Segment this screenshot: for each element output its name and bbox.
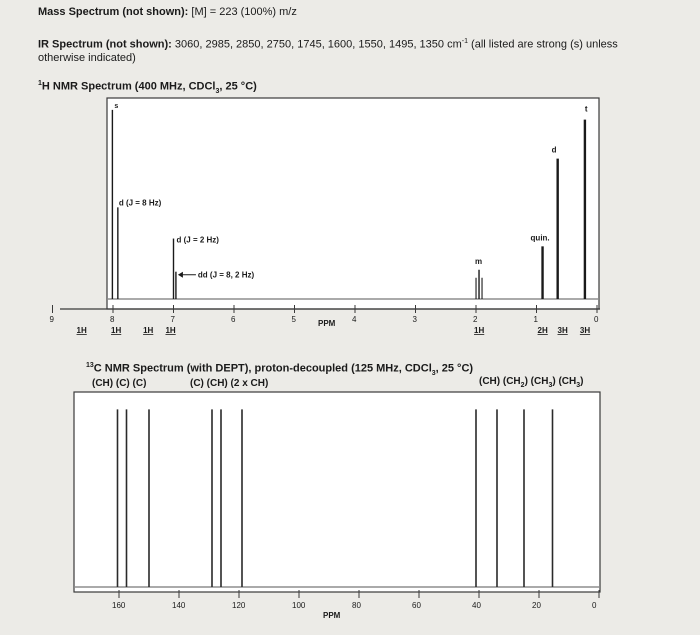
h-nmr-tick-label: 1 (533, 315, 538, 324)
c-nmr-tick-label: 120 (232, 601, 246, 610)
c-dept-right (479, 376, 584, 389)
h-nmr-integration: 3H (579, 326, 591, 335)
c-nmr-tick-label: 80 (352, 601, 361, 610)
h-nmr-tick-label: 4 (352, 315, 357, 324)
h-nmr-integration: 1H (76, 326, 87, 335)
h-nmr-peak-label: m (475, 256, 483, 266)
c-nmr-frame (74, 392, 600, 592)
dept-part: ) (CH (552, 376, 577, 387)
c-dept-left: (CH) (C) (C) (92, 378, 147, 389)
h-nmr-tick-label: 6 (231, 315, 236, 324)
h-nmr-tick-label: 0 (594, 315, 599, 324)
h-nmr-tick-label: 5 (291, 315, 296, 324)
ir-label: IR Spectrum (not shown): (38, 38, 172, 51)
h-nmr-peak-label: d (J = 8 Hz) (118, 198, 162, 208)
h-nmr-integration: 3H (557, 326, 568, 335)
h-nmr-integration: 1H (474, 326, 485, 335)
dept-part: ) (CH (524, 376, 549, 387)
h-nmr-integration: 1H (143, 326, 154, 335)
c-nmr-title-end: , 25 °C) (435, 362, 474, 375)
c-nmr-tick-label: 160 (112, 601, 126, 610)
c-nmr-tick-label: 100 (292, 601, 306, 610)
h-nmr-tick-label: 7 (170, 315, 175, 324)
c-nmr-tick-label: 60 (412, 601, 421, 610)
h-nmr-integration: 1H (165, 326, 176, 335)
c-nmr-title-sup: 13 (86, 362, 94, 369)
c-nmr-tick-label: 140 (172, 601, 186, 610)
c-nmr-title (86, 362, 473, 377)
dept-part: (CH) (CH (479, 376, 521, 387)
h-nmr-integration: 1H (111, 326, 122, 335)
h-nmr-axis-label: PPM (318, 319, 336, 328)
h-nmr-peak-label: dd (J = 8, 2 Hz) (197, 270, 255, 280)
h-nmr-title-text: H NMR Spectrum (400 MHz, CDCl (41, 80, 216, 93)
c-nmr-tick-label: 20 (532, 601, 541, 610)
ir-unit-sup: -1 (461, 38, 468, 45)
h-nmr-tick-label: 3 (412, 315, 417, 324)
c-dept-mid: (C) (CH) (2 x CH) (190, 378, 269, 389)
c-nmr-axis-label: PPM (323, 611, 341, 620)
h-nmr-peak-label: t (584, 104, 588, 114)
c-nmr-title-text: C NMR Spectrum (with DEPT), proton-decoupled (125 MHz, CDCl (93, 362, 432, 375)
ir-note: (all listed are strong (s) unless (471, 38, 618, 51)
c-nmr-tick-label: 0 (592, 601, 597, 610)
ir-values: 3060, 2985, 2850, 2750, 1745, 1600, 1550, 1495, 1350 cm (174, 38, 462, 51)
dept-part: ) (580, 376, 584, 387)
c-nmr-title-sub: 3 (431, 369, 436, 377)
h-nmr-tick-label: 2 (473, 315, 478, 324)
dept-sub: 3 (548, 382, 553, 389)
c-nmr-tick-label: 40 (472, 601, 481, 610)
ir-note-line2: otherwise indicated) (38, 52, 136, 64)
h-nmr-peak-label: d (J = 2 Hz) (176, 235, 219, 245)
mass-label: Mass Spectrum (not shown): (38, 6, 189, 18)
dept-sub: 3 (576, 382, 581, 389)
h-nmr-tick-label: 9 (49, 315, 54, 324)
mass-value: [M] = 223 (100%) m/z (191, 6, 297, 18)
h-nmr-title-sup: 1 (38, 80, 42, 87)
h-nmr-peak-label: quin. (530, 233, 550, 243)
dept-sub: 2 (520, 382, 525, 389)
h-nmr-peak-label: d (551, 145, 557, 155)
h-nmr-peak-label: s (114, 102, 119, 110)
h-nmr-integration: 2H (537, 326, 548, 335)
h-nmr-frame (107, 98, 599, 309)
h-nmr-title-sub: 3 (215, 87, 220, 95)
h-nmr-title-end: , 25 °C) (219, 80, 257, 93)
h-nmr-tick-label: 8 (110, 315, 115, 324)
